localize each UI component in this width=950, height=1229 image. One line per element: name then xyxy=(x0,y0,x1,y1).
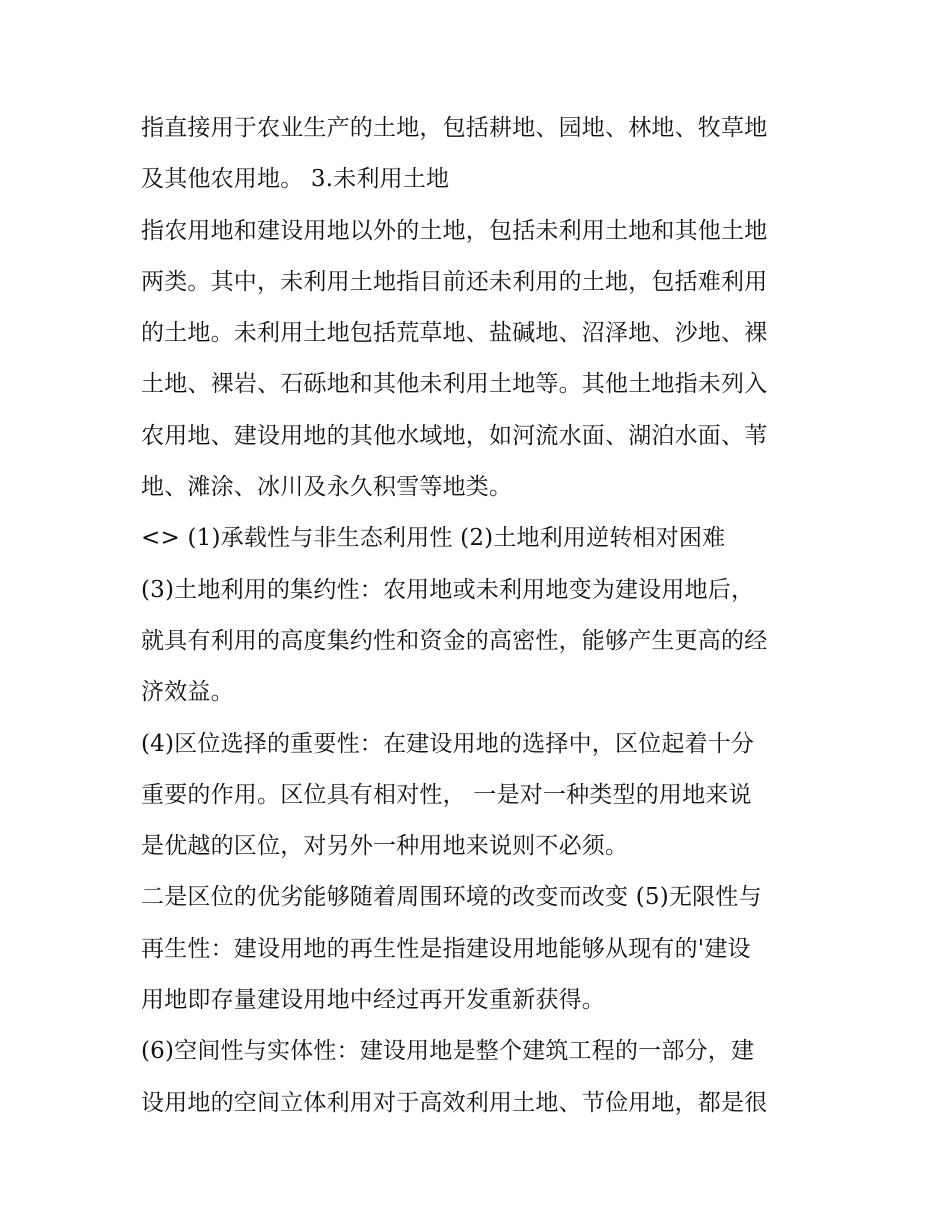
text-line-5: 的土地。未利用土地包括荒草地、盐碱地、沼泽地、沙地、裸 xyxy=(141,320,768,347)
text-line-1: 指直接用于农业生产的土地，包括耕地、园地、林地、牧草地 xyxy=(141,115,768,141)
text-line-9: <> (1)承载性与非生态利用性 (2)土地利用逆转相对困难 xyxy=(141,525,726,552)
text-line-14: 重要的作用。区位具有相对性， 一是对一种类型的用地来说 xyxy=(141,781,752,808)
text-line-4: 两类。其中，未利用土地指目前还未利用的土地，包括难利用 xyxy=(141,268,768,295)
text-line-6: 土地、裸岩、石砾地和其他未利用土地等。其他土地指未列入 xyxy=(141,371,768,398)
text-line-3: 指农用地和建设用地以外的土地，包括未利用土地和其他土地 xyxy=(141,217,768,244)
text-line-18: 用地即存量建设用地中经过再开发重新获得。 xyxy=(141,987,605,1014)
text-line-15: 是优越的区位，对另外一种用地来说则不必须。 xyxy=(141,833,629,860)
text-line-12: 济效益。 xyxy=(141,679,234,706)
text-line-13: (4)区位选择的重要性：在建设用地的选择中，区位起着十分 xyxy=(141,730,755,757)
document-page xyxy=(141,103,821,1129)
text-line-10: (3)土地利用的集约性：农用地或未利用地变为建设用地后， xyxy=(141,576,755,603)
text-line-17: 再生性：建设用地的再生性是指建设用地能够从现有的'建设 xyxy=(141,935,751,962)
text-line-7: 农用地、建设用地的其他水域地，如河流水面、湖泊水面、苇 xyxy=(141,422,768,449)
text-line-2: 及其他农用地。 3.未利用土地 xyxy=(141,166,450,193)
text-line-19: (6)空间性与实体性：建设用地是整个建筑工程的一部分，建 xyxy=(141,1038,755,1065)
text-line-20: 设用地的空间立体利用对于高效利用土地、节俭用地，都是很 xyxy=(141,1089,768,1116)
text-line-11: 就具有利用的高度集约性和资金的高密性，能够产生更高的经 xyxy=(141,627,768,654)
text-line-16: 二是区位的优劣能够随着周围环境的改变而改变 (5)无限性与 xyxy=(141,884,762,911)
text-line-8: 地、滩涂、冰川及永久积雪等地类。 xyxy=(141,474,513,501)
